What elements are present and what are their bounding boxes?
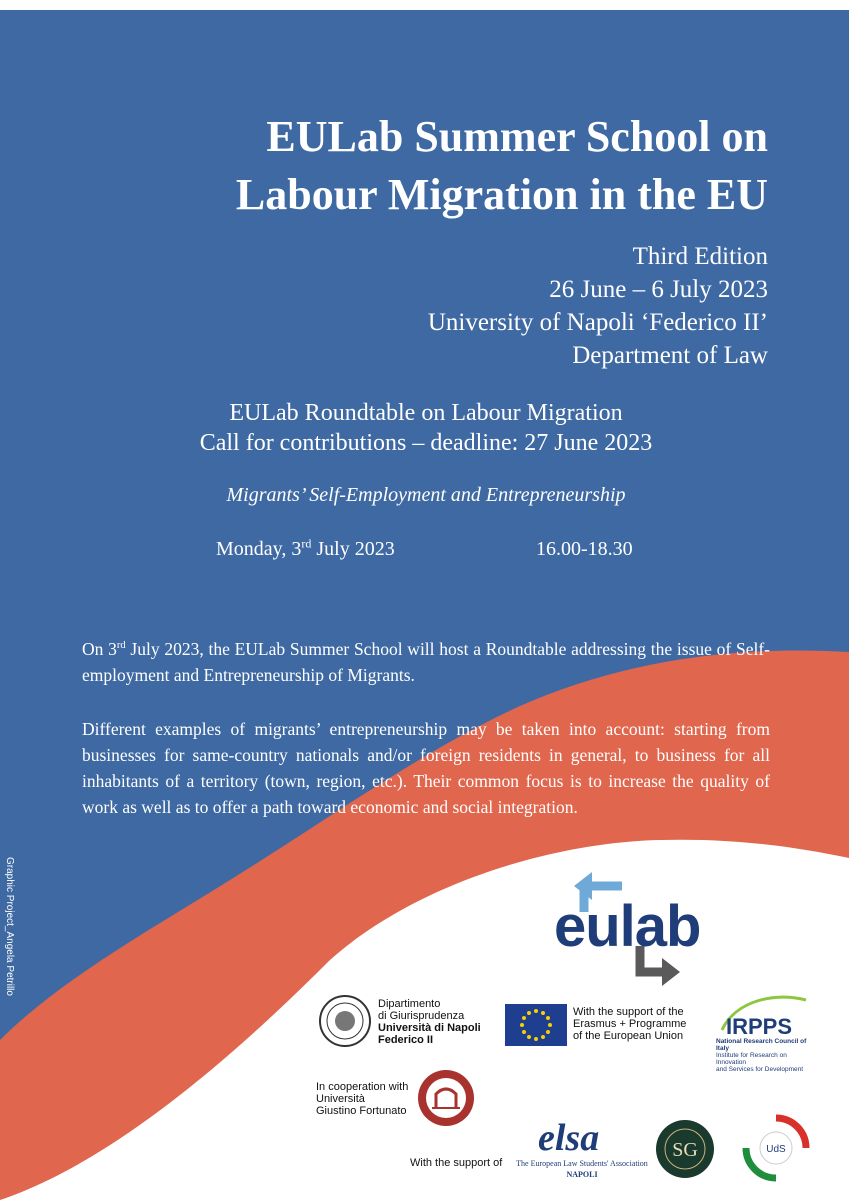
elsa-line-2: NAPOLI [566, 1170, 598, 1179]
eu-line-3: of the European Union [573, 1030, 684, 1042]
p1-start: On 3 [82, 639, 117, 659]
irpps-line-2: Institute for Research on Innovation [716, 1052, 787, 1066]
coop-line-3: Giustino Fortunato [316, 1105, 407, 1117]
department: Department of Law [572, 342, 768, 369]
edition-block [300, 240, 768, 372]
eu-logo-text [573, 1006, 686, 1042]
coop-line-2: Università [316, 1093, 365, 1105]
dept-line-1: Dipartimento [378, 998, 441, 1010]
eu-line-1: With the support of the [573, 1006, 684, 1018]
call-for-contributions: Call for contributions – deadline: 27 June 2023 [199, 430, 653, 456]
roundtable-theme: Migrants’ Self-Employment and Entrepreneurship [226, 484, 626, 506]
irpps-line-3: and Services for Development [716, 1066, 804, 1073]
roundtable-time: 16.00-18.30 [536, 538, 633, 560]
date-rest: July 2023 [311, 538, 395, 560]
title-line-1: EULab Summer School on [266, 112, 768, 161]
elsa-text [512, 1158, 652, 1180]
title-line-2: Labour Migration in the EU [235, 170, 768, 219]
university: University of Napoli ‘Federico II’ [427, 309, 768, 336]
coop-line-1: In cooperation with [316, 1081, 409, 1093]
unina-seal-icon [318, 994, 372, 1048]
p1-rest: July 2023, the EULab Summer School will host a Roundtable addressing the issue of Self-employment and Entrepreneurship of Migrants. [82, 639, 771, 685]
dept-line-3: Università di Napoli [378, 1022, 481, 1034]
eulab-wordmark: eulab [554, 894, 701, 959]
giustino-fortunato-seal-icon [416, 1068, 476, 1128]
eu-line-2: Erasmus + Programme [573, 1018, 687, 1030]
date-day: Monday, 3 [216, 538, 302, 560]
edition: Third Edition [632, 243, 768, 270]
eulab-arrowhead-bottom [662, 958, 680, 986]
eulab-logo [552, 868, 732, 988]
roundtable-date [216, 538, 395, 561]
support-text: With the support of [410, 1157, 503, 1169]
graphic-credit [1, 857, 21, 1027]
irpps-line-1: National Research Council of Italy [716, 1038, 807, 1052]
date-sup: rd [301, 536, 312, 551]
sg-letters: SG [672, 1139, 698, 1161]
eu-flag-icon [505, 1004, 567, 1046]
dept-line-2: di Giurisprudenza [378, 1010, 465, 1022]
roundtable-title: EULab Roundtable on Labour Migration [229, 400, 623, 426]
irpps-wordmark: IRPPS [726, 1014, 793, 1038]
paragraph-1 [82, 636, 770, 688]
irpps-logo-icon [716, 990, 810, 1038]
roundtable-block [82, 398, 770, 458]
dept-logo-text [378, 998, 481, 1046]
dept-line-4: Federico II [378, 1034, 434, 1046]
sg-logo-icon [654, 1118, 716, 1180]
p1-sup: rd [116, 640, 126, 652]
school-dates: 26 June – 6 July 2023 [549, 276, 768, 303]
page-title [60, 108, 768, 224]
uds-letters: UdS [766, 1144, 786, 1155]
paragraph-2: Different examples of migrants’ entrepreneurship may be taken into account: starting from businesses for same-country nationals and/or foreign residents in general, to business for all inhabitants of a territory (town, region, etc.). Their common focus is to increase the quality of work as well as to offer a path toward economic and social integration. [82, 719, 770, 817]
cooperation-text [316, 1081, 408, 1117]
credit-text: Graphic Project_Angela Petrillo [4, 857, 15, 996]
uds-logo-icon [742, 1114, 810, 1182]
irpps-text [716, 1038, 816, 1073]
elsa-line-1: The European Law Students' Association [516, 1159, 648, 1168]
elsa-logo: elsa [538, 1117, 600, 1159]
